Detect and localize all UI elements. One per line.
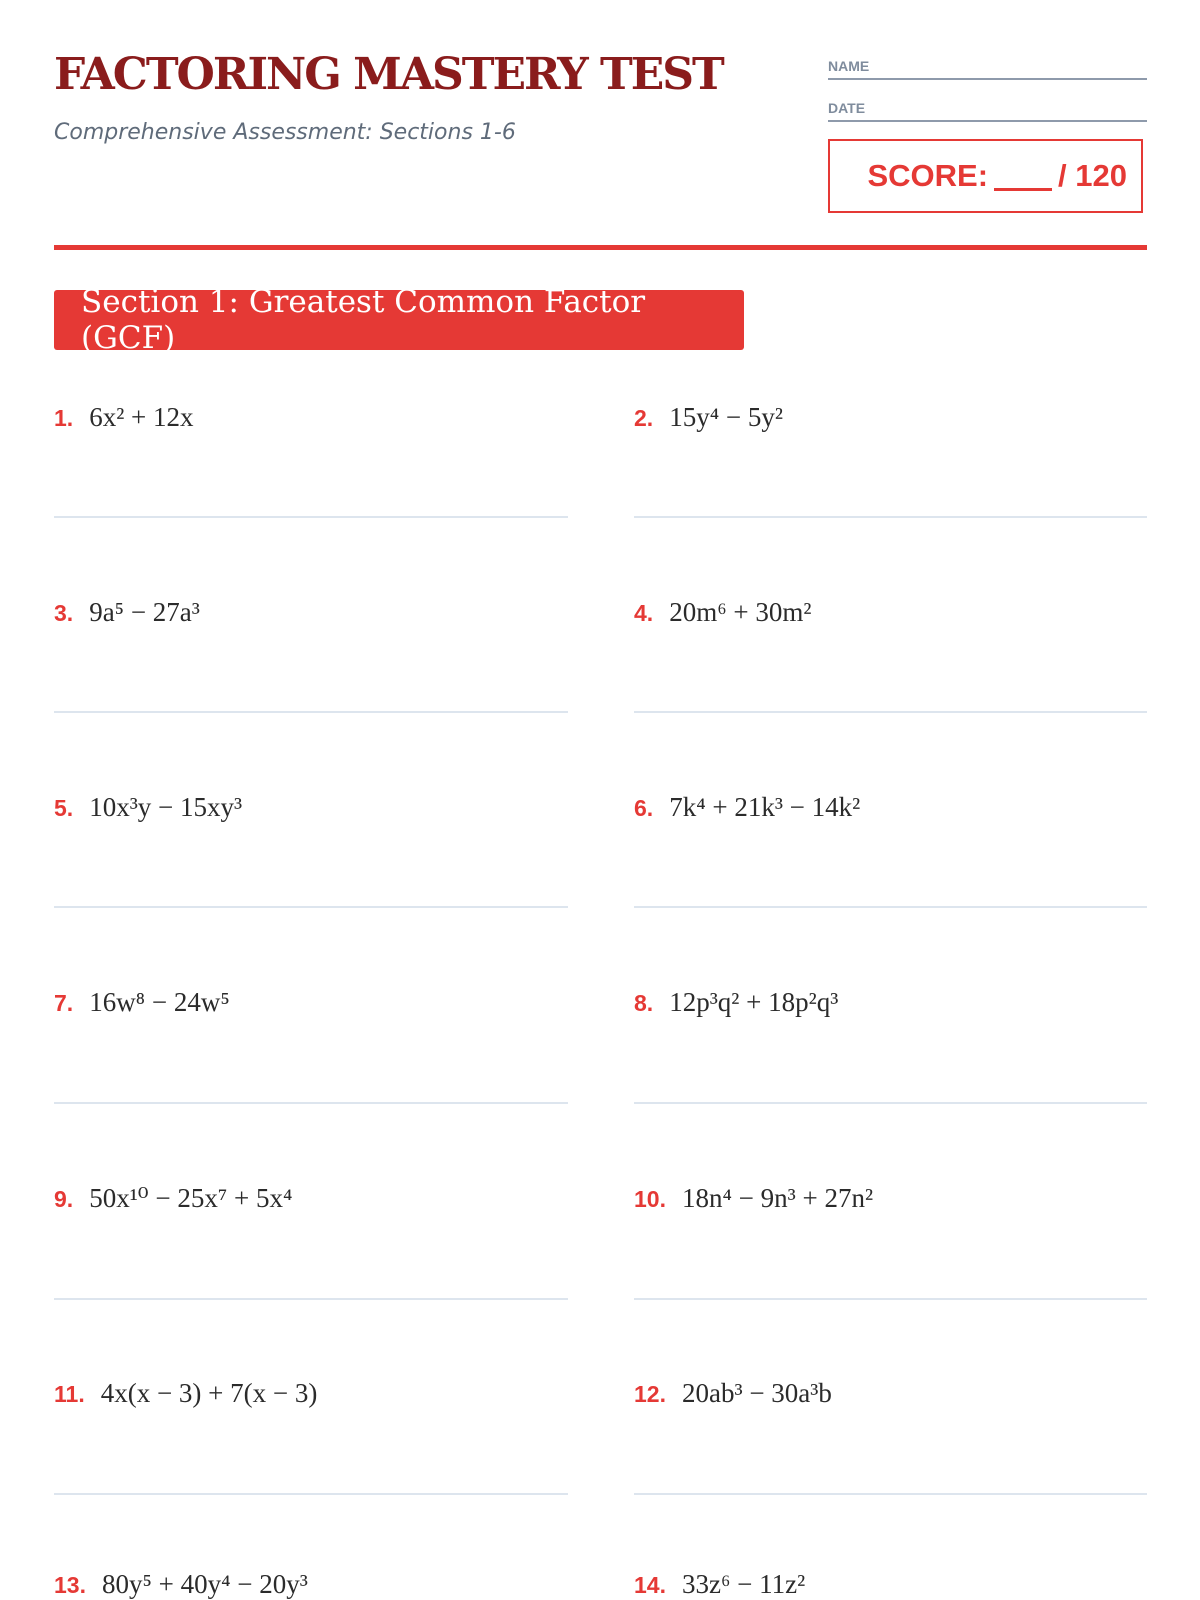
- problem-expression: 12p³q² + 18p²q³: [669, 987, 839, 1017]
- problem-item: [54, 1183, 292, 1213]
- problem-item: [634, 1569, 805, 1599]
- problem-item: [634, 987, 838, 1017]
- date-line: [828, 120, 1147, 122]
- problem-number: 13.: [54, 1572, 86, 1598]
- answer-line[interactable]: [54, 516, 568, 518]
- problem-expression: 80y⁵ + 40y⁴ − 20y³: [101, 1569, 308, 1599]
- problem-item: [634, 597, 811, 627]
- answer-line[interactable]: [54, 906, 568, 908]
- problem-item: [54, 402, 194, 432]
- problem-expression: 18n⁴ − 9n³ + 27n²: [681, 1183, 874, 1213]
- name-label: NAME: [828, 58, 870, 74]
- date-label: DATE: [828, 100, 866, 116]
- problem-number: 1.: [54, 405, 74, 431]
- name-line: [828, 78, 1147, 80]
- problem-expression: 20ab³ − 30a³b: [681, 1378, 832, 1408]
- problem-expression: 10x³y − 15xy³: [89, 792, 243, 822]
- score-box: [828, 139, 1143, 213]
- score-blank[interactable]: [994, 162, 1052, 191]
- answer-line[interactable]: [634, 711, 1147, 713]
- problem-item: [634, 402, 783, 432]
- date-field[interactable]: [828, 100, 1147, 122]
- answer-line[interactable]: [54, 711, 568, 713]
- answer-line[interactable]: [54, 1298, 568, 1300]
- answer-line[interactable]: [634, 1298, 1147, 1300]
- test-title: FACTORING MASTERY TEST: [54, 49, 723, 100]
- problem-item: [634, 1378, 832, 1408]
- answer-line[interactable]: [634, 906, 1147, 908]
- header-divider: [54, 245, 1147, 250]
- problem-number: 10.: [634, 1186, 666, 1212]
- problem-expression: 15y⁴ − 5y²: [669, 402, 783, 432]
- answer-line[interactable]: [634, 1102, 1147, 1104]
- problem-expression: 33z⁶ − 11z²: [681, 1569, 806, 1599]
- answer-line[interactable]: [634, 516, 1147, 518]
- problem-expression: 20m⁶ + 30m²: [669, 597, 812, 627]
- problem-number: 9.: [54, 1186, 74, 1212]
- problem-expression: 7k⁴ + 21k³ − 14k²: [669, 792, 861, 822]
- problem-number: 6.: [634, 795, 654, 821]
- name-field[interactable]: [828, 58, 1147, 80]
- problem-item: [634, 792, 860, 822]
- test-subtitle: Comprehensive Assessment: Sections 1-6: [54, 120, 516, 145]
- problem-item: [54, 792, 242, 822]
- problem-expression: 6x² + 12x: [89, 402, 194, 432]
- problem-expression: 16w⁸ − 24w⁵: [89, 987, 230, 1017]
- answer-line[interactable]: [634, 1493, 1147, 1495]
- problem-number: 3.: [54, 600, 74, 626]
- answer-line[interactable]: [54, 1493, 568, 1495]
- problem-number: 5.: [54, 795, 74, 821]
- problem-item: [54, 1378, 317, 1408]
- problem-expression: 4x(x − 3) + 7(x − 3): [100, 1378, 318, 1408]
- answer-line[interactable]: [54, 1102, 568, 1104]
- score-label: SCORE:: [867, 158, 989, 193]
- problem-number: 2.: [634, 405, 654, 431]
- problem-item: [634, 1183, 873, 1213]
- section-1-banner: Section 1: Greatest Common Factor (GCF): [54, 290, 744, 350]
- problem-expression: 9a⁵ − 27a³: [89, 597, 200, 627]
- problem-number: 7.: [54, 990, 74, 1016]
- problem-item: [54, 597, 200, 627]
- problem-number: 8.: [634, 990, 654, 1016]
- problem-number: 11.: [54, 1381, 85, 1407]
- problem-item: [54, 987, 230, 1017]
- problem-number: 14.: [634, 1572, 666, 1598]
- problem-number: 12.: [634, 1381, 666, 1407]
- problem-item: [54, 1569, 308, 1599]
- problem-number: 4.: [634, 600, 654, 626]
- score-total: / 120: [1058, 158, 1127, 193]
- problem-expression: 50x¹⁰ − 25x⁷ + 5x⁴: [89, 1183, 293, 1213]
